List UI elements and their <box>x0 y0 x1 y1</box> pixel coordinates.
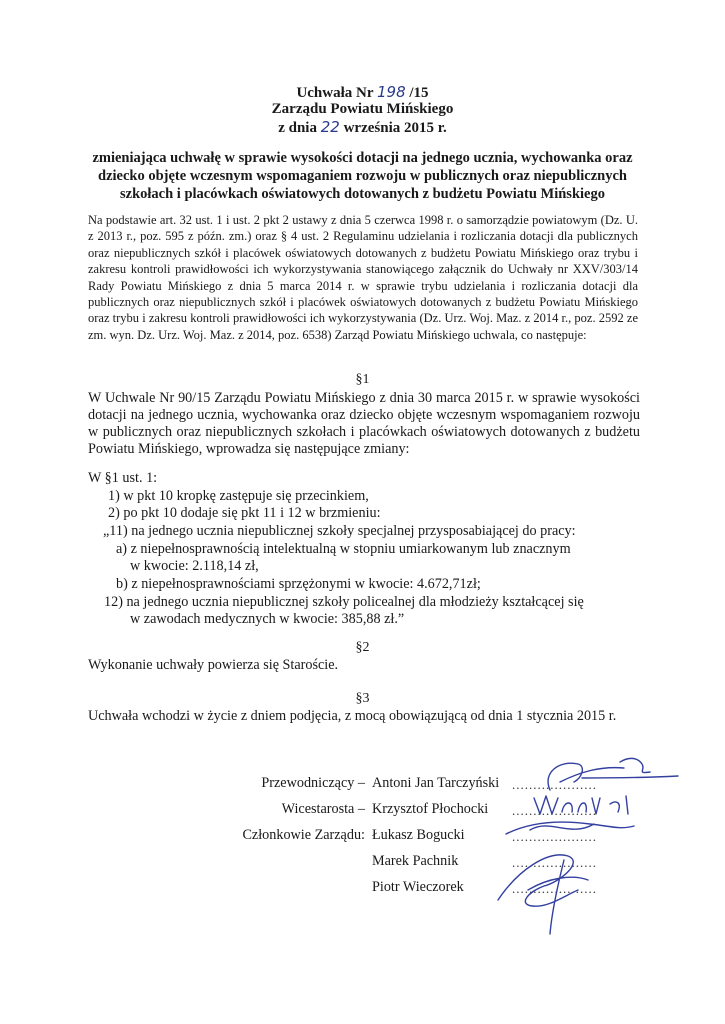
subject-line-2: dziecko objęte wczesnym wspomaganiem rozwoju w publicznych oraz niepublicznych <box>98 168 627 184</box>
point-11: „11) na jednego ucznia niepublicznej szkoły specjalnej przysposabiającej do pracy: <box>103 523 576 539</box>
resolution-number <box>0 83 725 102</box>
resolution-date-prefix: z dnia <box>278 120 317 136</box>
subject-line-3: szkołach i placówkach oświatowych dotowanych z budżetu Powiatu Mińskiego <box>120 186 605 202</box>
point-12-amount: w zawodach medycznych w kwocie: 385,88 zł.” <box>130 611 405 627</box>
section-3-text: Uchwała wchodzi w życie z dniem podjęcia, z mocą obowiązującą od dnia 1 stycznia 2015 r. <box>88 708 617 724</box>
signature-line: .................... <box>512 777 597 792</box>
signatory-role: Wicestarosta – <box>281 801 365 817</box>
preamble: Na podstawie art. 32 ust. 1 i ust. 2 pkt 2 ustawy z dnia 5 czerwca 1998 r. o samorządzie powiatowym (Dz. U. z 2013 r., poz. 595 z późn. zm.) oraz § 4 ust. 2 Regulaminu udzielania i rozliczania dotacji dla publicznych oraz niepublicznych szkół i placówek oświatowych dotowanych z budżetu Powiatu Mińskiego oraz trybu i zakresu kontroli prawidłowości ich wykorzystywania stanowiącego załącznik do Uchwały nr XXV/303/14 Rady Powiatu Mińskiego z dnia 5 marca 2014 r. w sprawie trybu udzielania i rozliczania dotacji dla publicznych oraz niepublicznych szkół i placówek oświatowych dotowanych z budżetu Powiatu Mińskiego oraz trybu i zakresu kontroli prawidłowości ich wykorzystywania (Dz. Urz. Woj. Maz. z 2014 r., poz. 2592 ze zm. wyn. Dz. Urz. Woj. Maz. z 2014, poz. 6538) Zarząd Powiatu Mińskiego uchwala, co następuje: <box>88 213 638 342</box>
signature-line: .................... <box>512 829 597 844</box>
resolution-date <box>0 118 725 137</box>
section-3-heading: §3 <box>355 691 370 706</box>
signatory-role: Członkowie Zarządu: <box>242 827 365 843</box>
signatory-name: Antoni Jan Tarczyński <box>372 775 500 791</box>
issuing-body: Zarządu Powiatu Mińskiego <box>271 101 454 117</box>
signatory-name: Krzysztof Płochocki <box>372 801 489 817</box>
handwritten-day: 22 <box>320 118 340 136</box>
amendment-item-2: 2) po pkt 10 dodaje się pkt 11 i 12 w brzmieniu: <box>108 505 381 521</box>
section-1-intro: W Uchwale Nr 90/15 Zarządu Powiatu Mińskiego z dnia 30 marca 2015 r. w sprawie wysokości dotacji na jednego ucznia, wychowanka oraz dziecko objęte wczesnym wspomaganiem rozwoju w publicznych oraz niepublicznych szkołach i placówkach oświatowych dotowanych z budżetu Powiatu Mińskiego, wprowadza się następujące zmiany: <box>88 390 640 457</box>
section-2-text: Wykonanie uchwały powierza się Staroście. <box>88 657 339 673</box>
signature-line: .................... <box>512 881 597 896</box>
resolution-date-suffix: września 2015 r. <box>343 120 447 136</box>
signatory-name: Łukasz Bogucki <box>372 827 465 843</box>
section-1-heading: §1 <box>355 372 370 387</box>
subject-line-1: zmieniająca uchwałę w sprawie wysokości dotacji na jednego ucznia, wychowanka oraz <box>92 150 633 166</box>
section-1-reference: W §1 ust. 1: <box>88 470 158 486</box>
handwritten-number: 198 <box>377 83 406 101</box>
signature-bogucki-icon <box>500 812 640 842</box>
signature-line: .................... <box>512 855 597 870</box>
amendment-item-1: 1) w pkt 10 kropkę zastępuje się przecinkiem, <box>108 488 369 504</box>
point-11-a-amount: w kwocie: 2.118,14 zł, <box>130 558 259 574</box>
signatory-name: Piotr Wieczorek <box>372 879 464 895</box>
signature-line: .................... <box>512 803 597 818</box>
signatory-role: Przewodniczący – <box>261 775 365 791</box>
point-11-b: b) z niepełnosprawnościami sprzężonymi w kwocie: 4.672,71zł; <box>116 576 481 592</box>
point-11-a: a) z niepełnosprawnością intelektualną w stopniu umiarkowanym lub znacznym <box>116 541 571 557</box>
resolution-number-prefix: Uchwała Nr <box>296 85 374 101</box>
section-2-heading: §2 <box>355 640 370 655</box>
signature-pachnik-wieczorek-icon <box>488 840 608 940</box>
signatory-name: Marek Pachnik <box>372 853 459 869</box>
point-12: 12) na jednego ucznia niepublicznej szkoły policealnej dla młodzieży kształcącej się <box>104 594 584 610</box>
resolution-number-suffix: /15 <box>409 85 429 101</box>
